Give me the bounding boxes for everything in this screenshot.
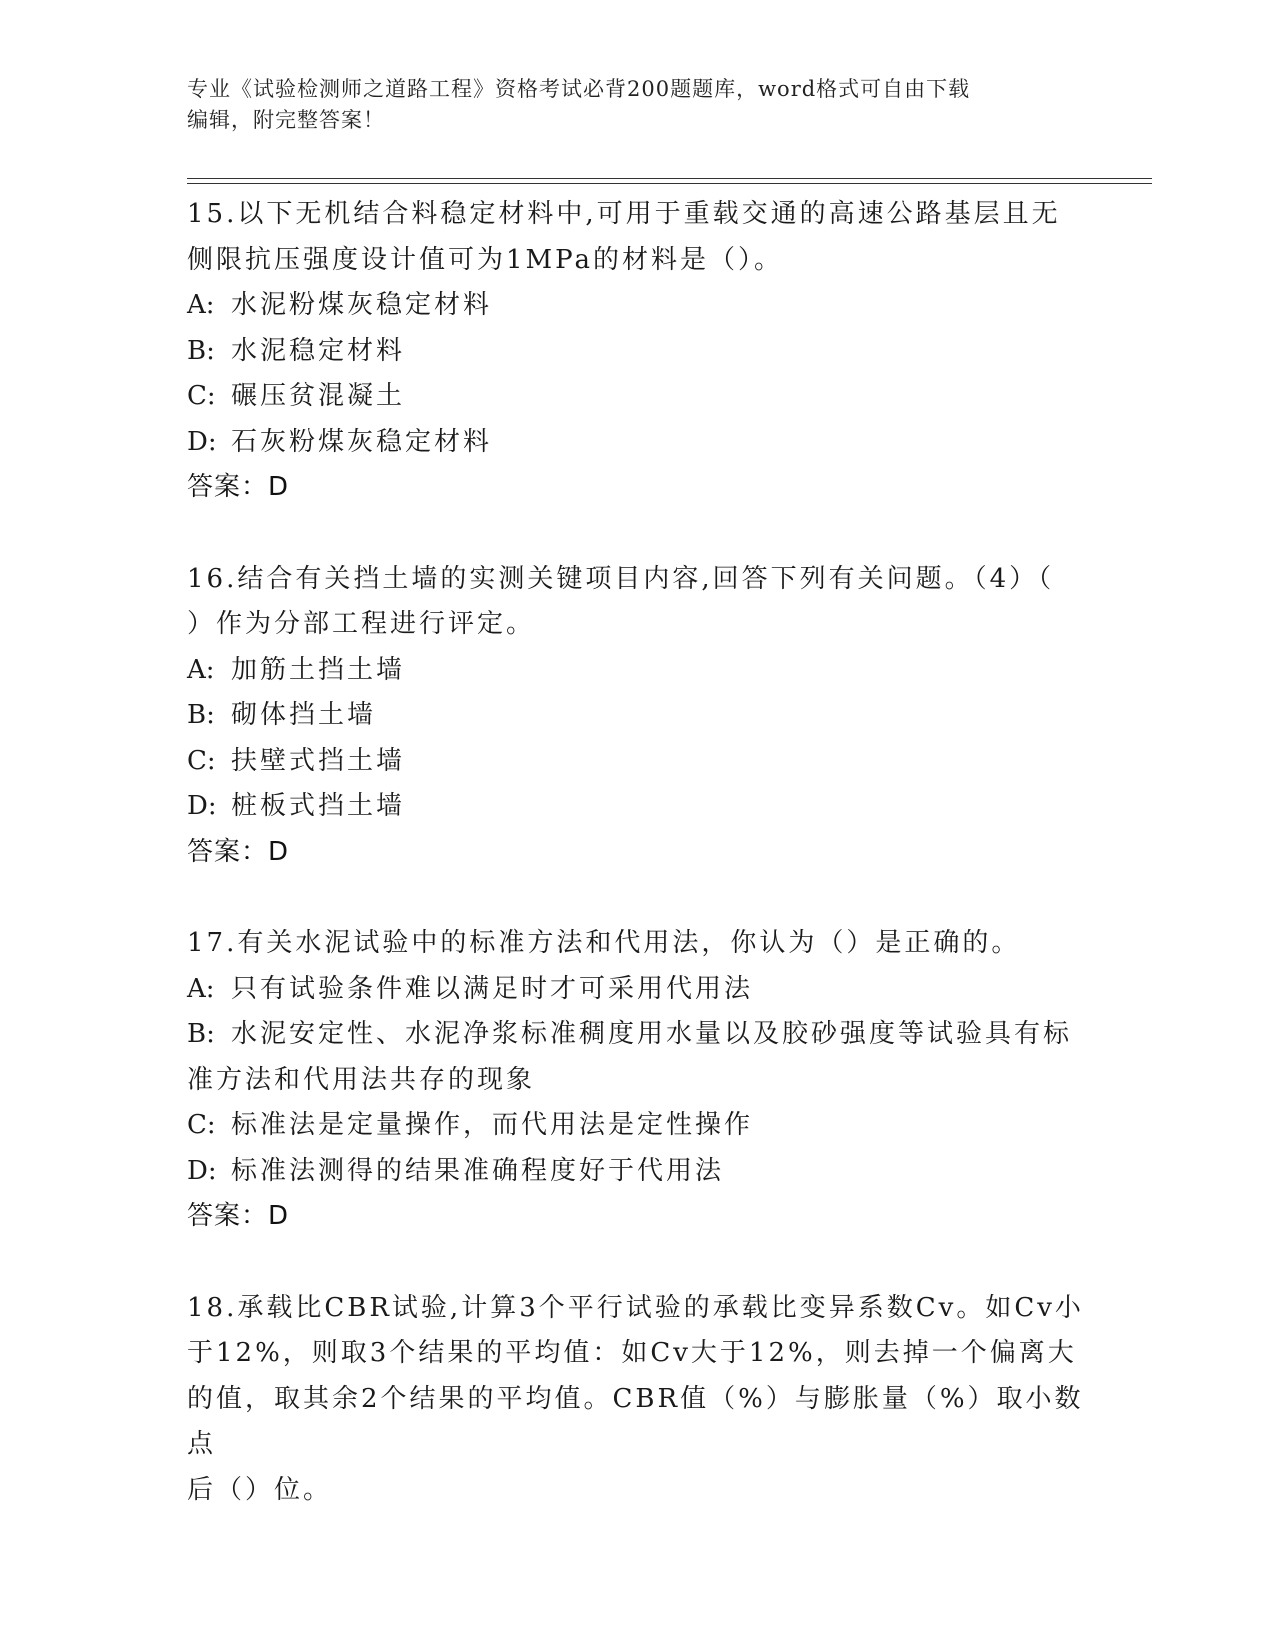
option-text: 桩板式挡土墙 [231,791,406,821]
option-d [187,1149,1087,1195]
question-stem-line: 于12%，则取3个结果的平均值：如Cv大于12%，则去掉一个偏离大 [187,1338,1077,1368]
question-stem-line: 15.以下无机结合料稳定材料中,可用于重载交通的高速公路基层且无 [187,199,1061,229]
option-letter: B: [187,335,215,366]
question-stem-line: 的值，取其余2个结果的平均值。CBR值（%）与膨胀量（%）取小数点 [187,1383,1084,1459]
option-letter: D: [187,426,217,457]
option-b [187,329,1087,375]
option-text: 砌体挡土墙 [231,700,377,730]
option-text: 水泥稳定材料 [231,335,406,366]
option-text: 水泥安定性、水泥净浆标准稠度用水量以及胶砂强度等试验具有标 [231,1019,1073,1049]
option-text: 标准法测得的结果准确程度好于代用法 [231,1155,725,1186]
option-text: 石灰粉煤灰稳定材料 [231,426,493,457]
header-line-1: 专业《试验检测师之道路工程》资格考试必背200题题库，word格式可自由下载 [187,77,971,101]
question-stem-line: ）作为分部工程进行评定。 [187,609,536,639]
option-text: 碾压贫混凝土 [231,381,406,411]
question-stem-line: 侧限抗压强度设计值可为1MPa的材料是（）。 [187,244,783,275]
option-b-continuation: 准方法和代用法共存的现象 [187,1064,536,1095]
option-a [187,283,1087,329]
answer-line: 答案：D [187,472,290,502]
option-b [187,693,1087,739]
option-letter: A: [187,290,215,320]
option-letter: D: [187,791,217,821]
option-d [187,420,1087,466]
option-text: 加筋土挡土墙 [231,654,406,685]
option-text: 扶壁式挡土墙 [231,745,406,776]
option-letter: B: [187,700,215,730]
option-text: 只有试验条件难以满足时才可采用代用法 [231,973,754,1004]
option-text: 标准法是定量操作，而代用法是定性操作 [231,1110,754,1140]
option-c [187,739,1087,785]
option-b [187,1012,1087,1058]
question-stem-line: 16.结合有关挡土墙的实测关键项目内容,回答下列有关问题。（4）（ [187,563,1055,594]
question-16 [187,557,1087,876]
header-rule-top [187,178,1152,179]
option-letter: A: [187,973,215,1004]
option-letter: D: [187,1155,217,1186]
option-letter: B: [187,1019,215,1049]
option-letter: C: [187,381,216,411]
answer-line: 答案：D [187,836,290,867]
answer-line: 答案：D [187,1201,290,1231]
question-list [187,192,1087,1559]
option-d [187,784,1087,830]
option-letter: A: [187,654,215,685]
question-17 [187,921,1087,1240]
option-a [187,648,1087,694]
option-letter: C: [187,1110,216,1140]
question-stem-line: 后（）位。 [187,1474,333,1505]
option-c [187,1103,1087,1149]
question-stem-line: 17.有关水泥试验中的标准方法和代用法，你认为（）是正确的。 [187,928,1021,958]
document-header [187,74,1067,136]
question-15 [187,192,1087,511]
header-rule-bottom [187,183,1152,184]
option-text: 水泥粉煤灰稳定材料 [231,290,493,320]
option-a [187,967,1087,1013]
question-stem-line: 18.承载比CBR试验,计算3个平行试验的承载比变异系数Cv。如Cv小 [187,1292,1084,1323]
option-c [187,374,1087,420]
question-18 [187,1286,1087,1514]
option-letter: C: [187,745,216,776]
header-line-2: 编辑，附完整答案！ [187,108,385,132]
